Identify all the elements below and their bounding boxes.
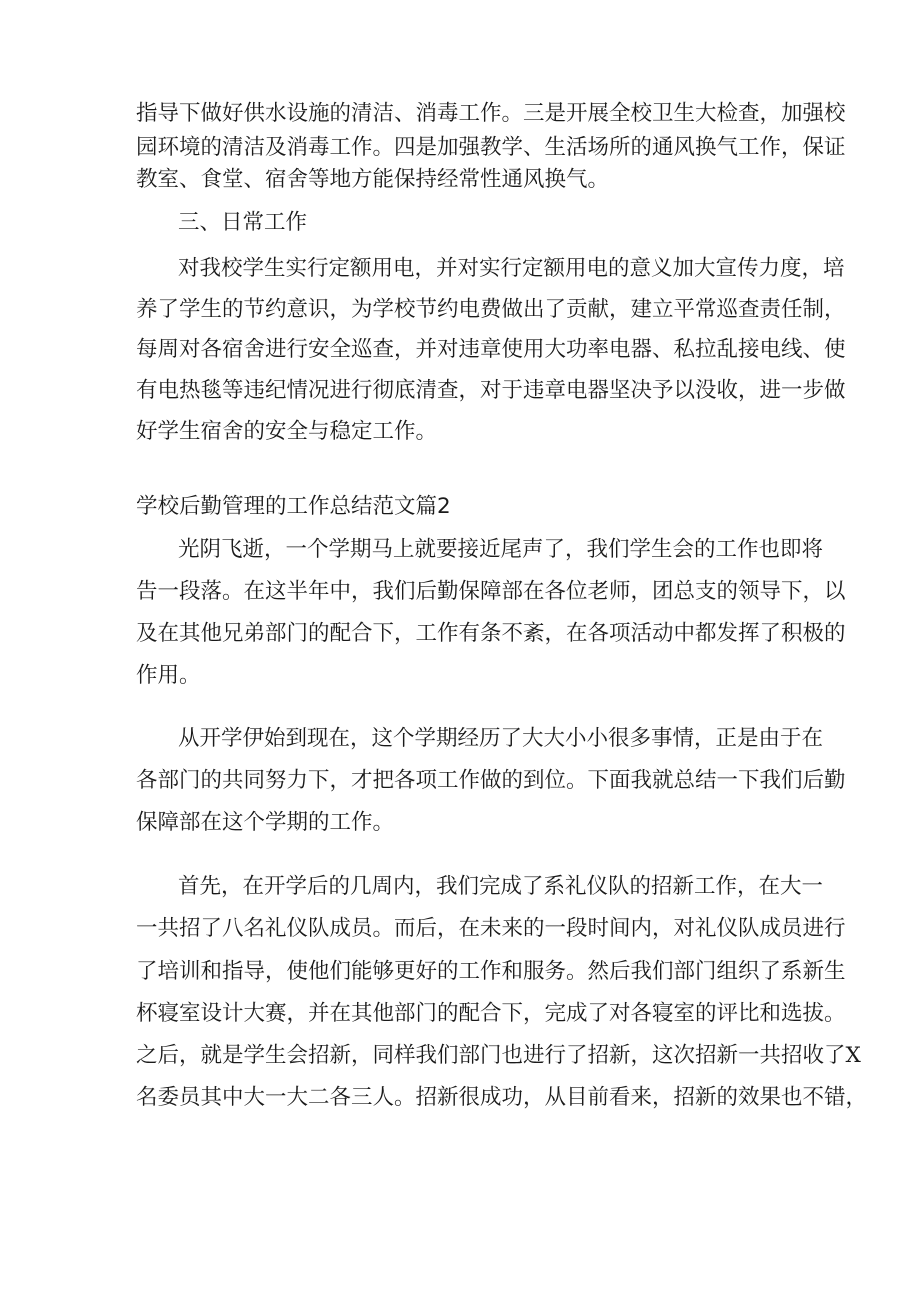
paragraph-2-line-5: 好学生宿舍的安全与稳定工作。 (136, 419, 438, 444)
paragraph-5-line-6: 名委员其中大一大二各三人。招新很成功，从目前看来，招新的效果也不错， (136, 1085, 868, 1110)
paragraph-1-line-2: 园环境的清洁及消毒工作。四是加强教学、生活场所的通风换气工作，保证 (136, 135, 846, 160)
paragraph-2-line-1: 对我校学生实行定额用电，并对实行定额用电的意义加大宣传力度，培 (178, 256, 845, 281)
paragraph-3-line-1: 光阴飞逝，一个学期马上就要接近尾声了，我们学生会的工作也即将 (178, 537, 824, 562)
paragraph-1-line-1: 指导下做好供水设施的清洁、消毒工作。三是开展全校卫生大检查，加强校 (136, 101, 846, 126)
paragraph-5-line-1: 首先，在开学后的几周内，我们完成了系礼仪队的招新工作，在大一 (178, 874, 824, 899)
paragraph-1-line-3: 教室、食堂、宿舍等地方能保持经常性通风换气。 (136, 167, 610, 192)
article-2-title: 学校后勤管理的工作总结范文篇2 (136, 494, 451, 519)
paragraph-5-line-5: 之后，就是学生会招新，同样我们部门也进行了招新，这次招新一共招收了X (136, 1043, 861, 1068)
paragraph-4-line-2: 各部门的共同努力下，才把各项工作做的到位。下面我就总结一下我们后勤 (136, 768, 846, 793)
paragraph-2-line-3: 每周对各宿舍进行安全巡查，并对违章使用大功率电器、私拉乱接电线、使 (136, 337, 846, 362)
paragraph-3-line-4: 作用。 (136, 663, 201, 688)
paragraph-2-line-2: 养了学生的节约意识，为学校节约电费做出了贡献，建立平常巡查责任制， (136, 297, 846, 322)
paragraph-3-line-3: 及在其他兄弟部门的配合下，工作有条不紊，在各项活动中都发挥了积极的 (136, 621, 846, 646)
paragraph-5-line-4: 杯寝室设计大赛，并在其他部门的配合下，完成了对各寝室的评比和选拔。 (136, 1001, 846, 1026)
paragraph-5-line-2: 一共招了八名礼仪队成员。而后，在未来的一段时间内，对礼仪队成员进行 (136, 916, 846, 941)
paragraph-2-line-4: 有电热毯等违纪情况进行彻底清查，对于违章电器坚决予以没收，进一步做 (136, 378, 846, 403)
paragraph-5-line-3: 了培训和指导，使他们能够更好的工作和服务。然后我们部门组织了系新生 (136, 959, 846, 984)
paragraph-3-line-2: 告一段落。在这半年中，我们后勤保障部在各位老师，团总支的领导下，以 (136, 579, 846, 604)
paragraph-4-line-3: 保障部在这个学期的工作。 (136, 810, 395, 835)
paragraph-4-line-1: 从开学伊始到现在，这个学期经历了大大小小很多事情，正是由于在 (178, 726, 824, 751)
section-3-heading: 三、日常工作 (178, 210, 308, 235)
